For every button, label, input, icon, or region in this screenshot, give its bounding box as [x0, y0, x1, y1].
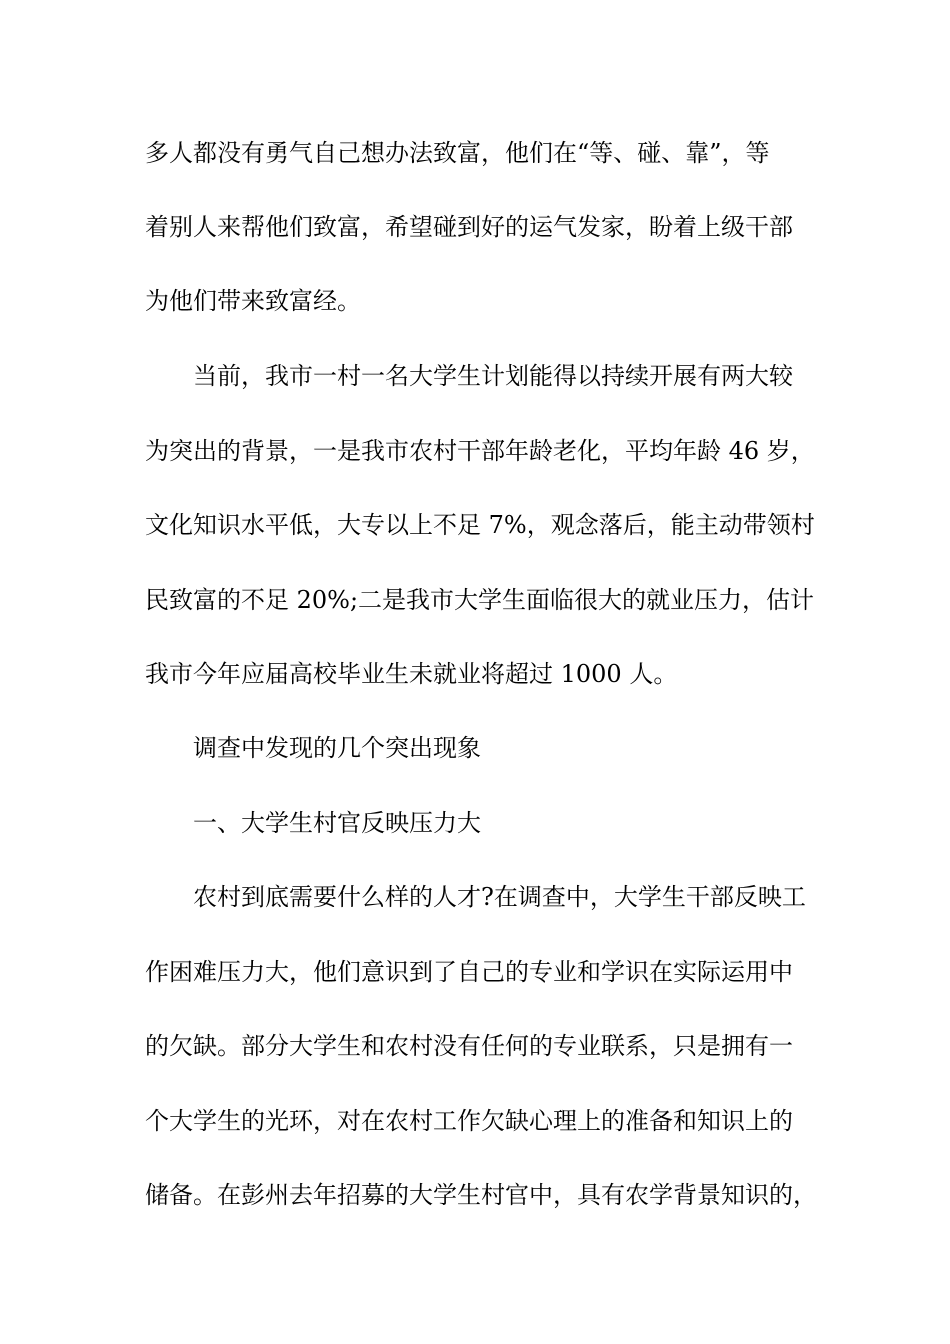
text-line: 为突出的背景，一是我市农村干部年龄老化，平均年龄 46 岁，	[145, 437, 815, 465]
text-line: 着别人来帮他们致富，希望碰到好的运气发家，盼着上级干部	[145, 213, 793, 241]
text-line: 民致富的不足 20%;二是我市大学生面临很大的就业压力，估计	[145, 586, 815, 614]
text-line: 我市今年应届高校毕业生未就业将超过 1000 人。	[145, 660, 678, 688]
text-line: 为他们带来致富经。	[145, 287, 361, 315]
section-heading: 一、大学生村官反映压力大	[193, 809, 481, 837]
text-line: 储备。在彭州去年招募的大学生村官中，具有农学背景知识的，	[145, 1181, 817, 1209]
text-line: 当前，我市一村一名大学生计划能得以持续开展有两大较	[193, 362, 793, 390]
text-line: 农村到底需要什么样的人才?在调查中，大学生干部反映工	[193, 883, 806, 911]
text-line: 多人都没有勇气自己想办法致富，他们在“等、碰、靠”，等	[145, 139, 770, 167]
text-line: 的欠缺。部分大学生和农村没有任何的专业联系，只是拥有一	[145, 1032, 793, 1060]
section-heading: 调查中发现的几个突出现象	[193, 734, 481, 762]
text-line: 作困难压力大，他们意识到了自己的专业和学识在实际运用中	[145, 958, 793, 986]
text-line: 文化知识水平低，大专以上不足 7%，观念落后，能主动带领村	[145, 511, 815, 539]
text-line: 个大学生的光环，对在农村工作欠缺心理上的准备和知识上的	[145, 1107, 793, 1135]
